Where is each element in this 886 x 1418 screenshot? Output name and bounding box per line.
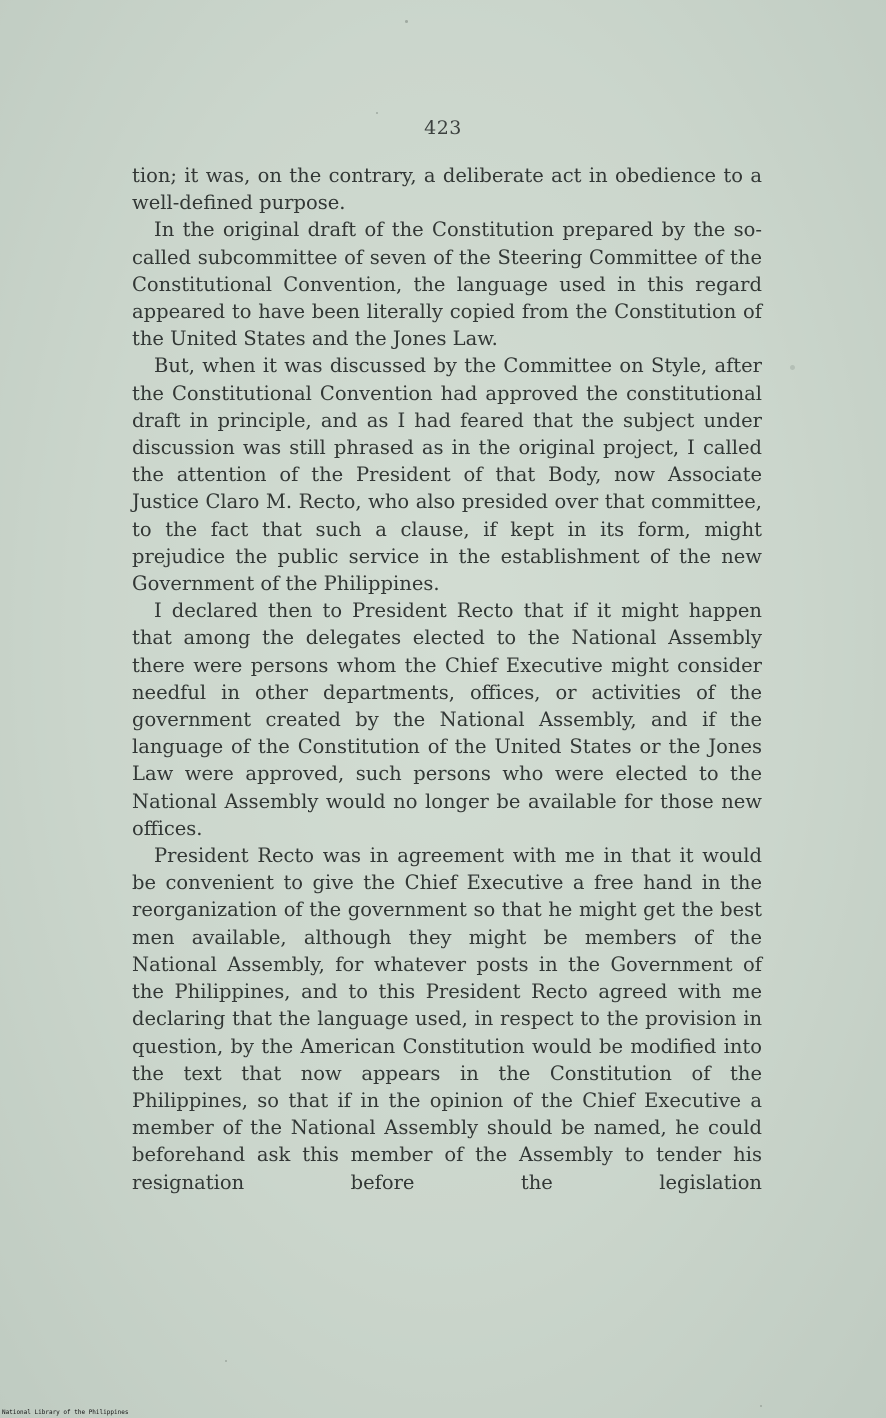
paper-speck	[376, 112, 378, 114]
paragraph: I declared then to President Recto that if it might happen that among the delegates elected to the National Assembly there were persons whom the Chief Executive might consider needful in other departments, offices, or activities of the government created by the National Assembly, and if the language of the Constitution of the United States or the Jones Law were approved, such persons who were elected to the National Assembly would no longer be available for those new offices.	[132, 599, 762, 840]
paragraph: But, when it was discussed by the Committee on Style, after the Constitutional Convention had approved the constitutional draft in principle, and as I had feared that the subject under discussion was still phrased as in the original project, I called the attention of the President of that Body, now Associate Justice Claro M. Recto, who also presided over that committee, to the fact that such a clause, if kept in its form, might prejudice the public service in the establishment of the new Government of the Philippines.	[132, 354, 762, 596]
paragraph: tion; it was, on the contrary, a deliberate act in obedience to a well-defined purpose.	[132, 164, 762, 215]
paper-speck	[405, 20, 408, 23]
library-credit: National Library of the Philippines	[2, 1409, 129, 1416]
paper-speck	[790, 365, 795, 370]
paper-speck	[225, 1360, 227, 1362]
paper-speck	[760, 1405, 762, 1407]
paragraph: President Recto was in agreement with me in that it would be convenient to give the Chief Executive a free hand in the reorganization of the government so that he might get the best men available, although they might be members of the National Assembly, for whatever posts in the Government of the Philippines, and to this President Recto agreed with me declaring that the language used, in respect to the provision in question, by the American Constitution would be modified into the text that now appears in the Constitution of the Philippines, so that if in the opinion of the Chief Executive a member of the National Assembly should be named, he could beforehand ask this member of the Assembly to tender his resignation before the legislation	[132, 844, 762, 1194]
paragraph: In the original draft of the Constitution prepared by the so-called subcommittee of seven of the Steering Committee of the Constitutional Convention, the language used in this regard appeared to have been literally copied from the Constitution of the United States and the Jones Law.	[132, 218, 762, 351]
page-number: 423	[424, 117, 462, 139]
body-text	[132, 162, 762, 1196]
